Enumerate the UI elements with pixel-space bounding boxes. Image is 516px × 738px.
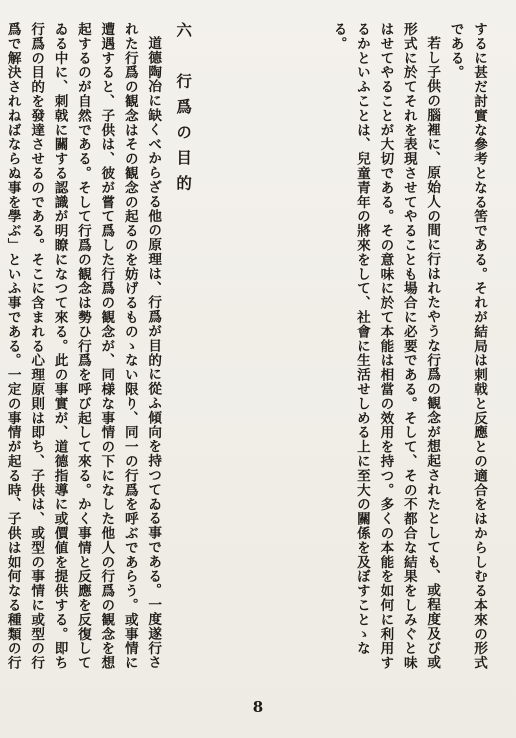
paragraph-principle: 道德陶冶に缺くべからざる他の原理は、行爲が目的に從ふ傾向を持つてゐる事である。一度遂行された行爲の観念はその観念の起るのを妨げるものゝない限り、同一の行爲を呼ぶであらう。或事情に遭遇すると、子供は、彼が嘗て爲した行爲の観念が、同様な事情の下になした他人の行爲の観念を想起するのが自然である。そして行爲の観念は勢ひ行爲を呼び起して來る。かく事情と反應を反復してゐる中に、刺戟に關する認識が明瞭になつて來る。此の事實が、道德指導に或價値を提供する。即ち行爲の目的を發達させるのである。そこに含まれる心理原則は即ち、子供は、或型の事情に或型の行爲で解決されねばならぬ事を學ぶ」といふ事である。一定の事情が起る時、子供は如何なる種類の行: [4, 22, 162, 670]
paragraph-continued: するに甚だ討實な參考となる筈である。それが結局は刺戟と反應との適合をはからしむる本來の形式である。: [447, 22, 487, 670]
vertical-text-body: [4, 22, 490, 672]
paragraph-instincts: 若し子供の腦裡に、原始人の間に行はれたやうな行爲の観念が想起されたとしても、或程度及び或形式に於てそれを表現させてやることも場合に必要である。そして、その不都合な結果をしみぐと味はせてやることが大切である。その意味に於て本能は相當の效用を持つ。多くの本能を如何に利用するかといふことは、兒童青年の將來をして、社會に生活せしめる上に至大の關係を及ぼすことゝなる。: [330, 22, 441, 670]
page-number: 8: [252, 698, 264, 716]
section-heading: 六 行爲の目的: [174, 22, 194, 201]
